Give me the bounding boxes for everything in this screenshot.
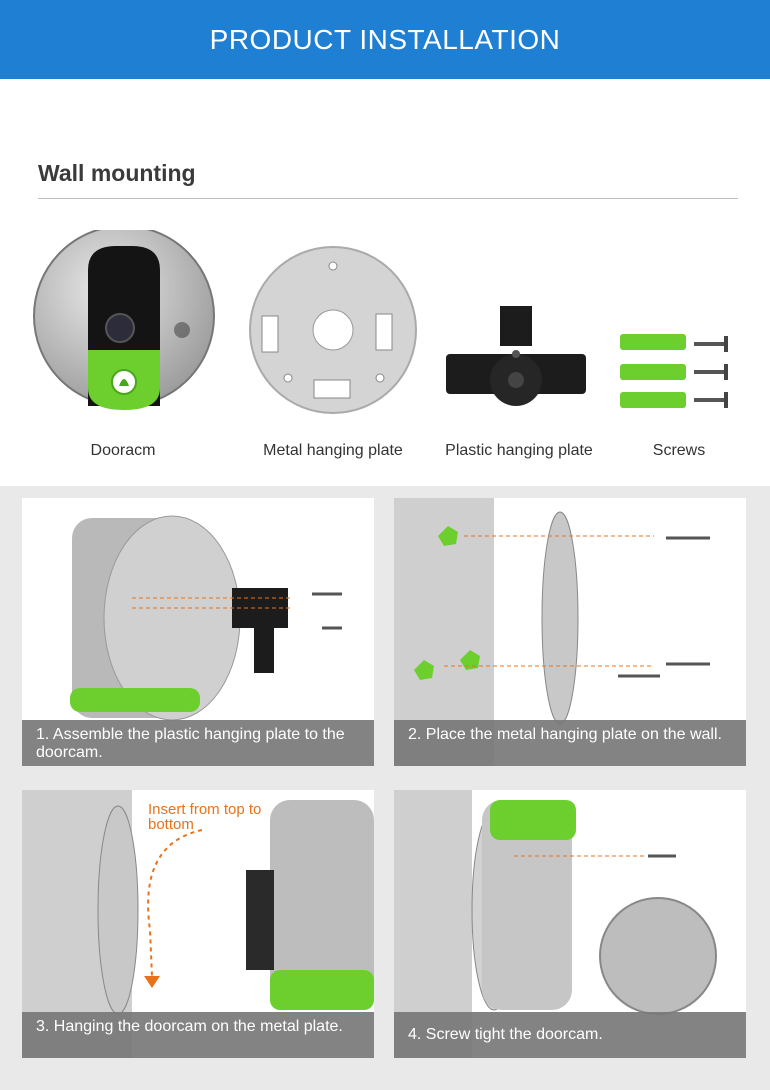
part-metal-plate xyxy=(238,230,428,470)
screws-anchors-icon xyxy=(584,230,770,430)
step-caption: 4. Screw tight the doorcam. xyxy=(394,1012,746,1058)
part-label: Plastic hanging plate xyxy=(445,442,593,459)
step-2-panel xyxy=(394,498,746,766)
step-caption: 3. Hanging the doorcam on the metal plate. xyxy=(22,1012,374,1058)
part-screws xyxy=(584,230,770,470)
header-banner xyxy=(0,0,770,79)
page-title: PRODUCT INSTALLATION xyxy=(209,23,561,55)
section-title: Wall mounting xyxy=(38,160,196,186)
section-divider xyxy=(38,198,738,199)
metal-plate-icon xyxy=(238,230,428,430)
step-caption: 1. Assemble the plastic hanging plate to the doorcam. xyxy=(22,720,374,766)
part-label: Metal hanging plate xyxy=(263,442,403,459)
part-doorcam xyxy=(28,230,218,470)
doorbell-camera-icon xyxy=(28,230,218,430)
insert-direction-note: Insert from top to bottom xyxy=(148,801,262,833)
step-caption: 2. Place the metal hanging plate on the wall. xyxy=(394,720,746,766)
step-4-panel xyxy=(394,790,746,1058)
step-1-panel xyxy=(22,498,374,766)
part-label: Dooracm xyxy=(90,442,156,459)
part-label: Screws xyxy=(652,442,706,459)
